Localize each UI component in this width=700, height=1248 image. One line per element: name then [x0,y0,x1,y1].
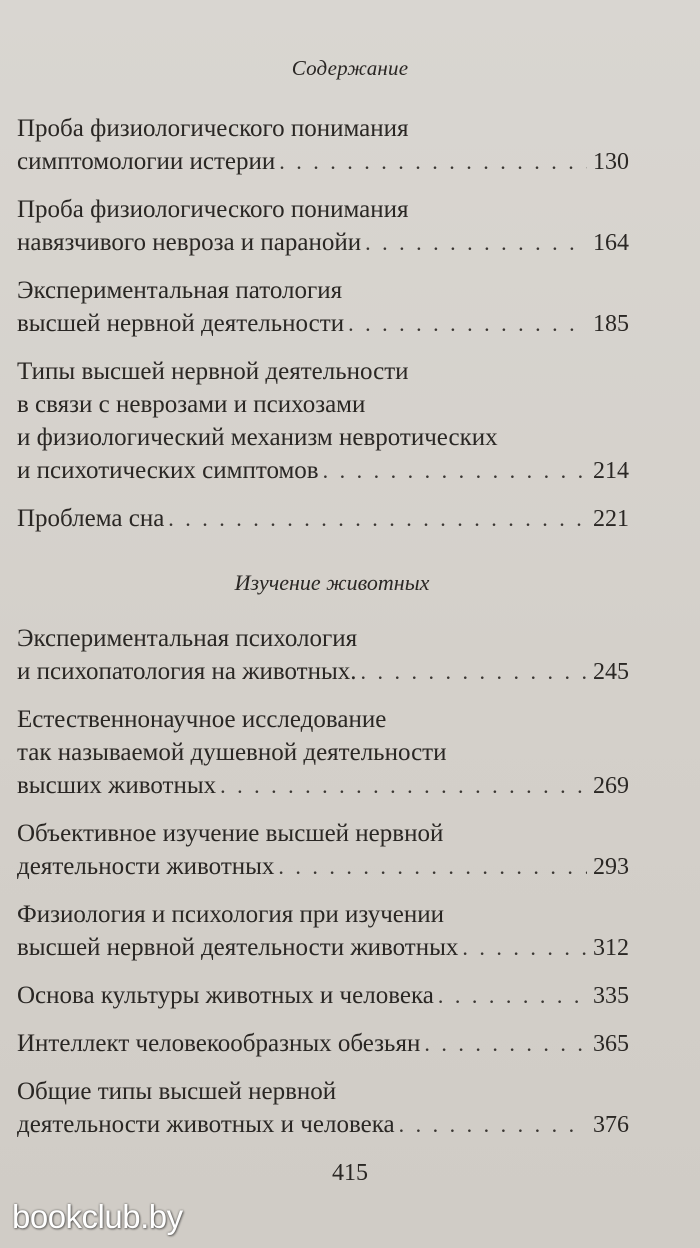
entry-title-line: и физиологический механизм невротических [17,424,498,451]
entry-page-number: 130 [593,149,629,175]
dot-leader [278,850,587,883]
entry-title-line: Проба физиологического понимания [17,115,409,142]
toc-entry [17,979,629,1013]
entry-title-line: высшей нервной деятельности животных [17,934,459,961]
toc-entry [17,817,629,884]
page-number: 415 [332,1160,368,1186]
entry-title-line: Естественнонаучное исследование [17,706,387,733]
entry-title-line: так называемой душевной деятельности [17,739,447,766]
entry-title-line: Физиология и психология при изучении [17,901,445,928]
entry-page-number: 335 [593,983,629,1009]
entry-title-line: Экспериментальная психология [17,625,358,652]
toc-section [17,570,629,1142]
toc-entry [17,112,629,179]
entry-title-line: Интеллект человекообразных обезьян [17,1030,421,1057]
toc-entry [17,1027,629,1061]
toc-entry [17,193,629,260]
entry-title-line: Проба физиологического понимания [17,196,409,223]
toc-entry [17,502,629,536]
running-title: Содержание [291,56,409,80]
dot-leader [462,931,587,964]
dot-leader [220,769,587,802]
toc-entry [17,898,629,965]
watermark: bookclub.by [12,1198,183,1235]
entry-title-line: Экспериментальная патология [17,277,343,304]
entry-page-number: 221 [593,506,629,532]
entry-title-line: Проблема сна [17,505,165,532]
entry-title-line: навязчивого невроза и паранойи [17,229,362,256]
section-heading: Изучение животных [234,570,430,595]
entry-title-line: и психопатология на животных. [17,658,357,685]
toc-entry [17,274,629,341]
entry-title-line: Типы высшей нервной деятельности [17,358,409,385]
entry-title-line: высших животных [17,772,217,799]
entry-title-line: в связи с неврозами и психозами [17,391,366,418]
entry-page-number: 293 [593,854,629,880]
dot-leader [365,226,587,259]
dot-leader [279,145,587,178]
entry-title-line: симптомологии истерии [17,148,276,175]
toc-entry [17,622,629,689]
entry-title-line: Объективное изучение высшей нервной [17,820,444,847]
entry-title-line: Основа культуры животных и человека [17,982,434,1009]
dot-leader [361,655,587,688]
dot-leader [399,1108,587,1141]
entry-page-number: 269 [593,773,629,799]
entry-title-line: деятельности животных и человека [17,1111,395,1138]
toc-entry [17,1075,629,1142]
entry-page-number: 312 [593,935,629,961]
entry-page-number: 245 [593,659,629,685]
dot-leader [168,502,587,535]
toc-entry [17,355,629,488]
entry-title-line: Общие типы высшей нервной [17,1078,337,1105]
entry-title-line: деятельности животных [17,853,275,880]
entry-page-number: 164 [593,230,629,256]
toc-entry [17,703,629,803]
table-of-contents [17,112,629,1156]
dot-leader [438,979,587,1012]
entry-page-number: 214 [593,458,629,484]
entry-page-number: 376 [593,1112,629,1138]
entry-title-line: и психотических симптомов [17,457,319,484]
dot-leader [348,307,587,340]
dot-leader [323,454,587,487]
entry-page-number: 185 [593,311,629,337]
entry-title-line: высшей нервной деятельности [17,310,345,337]
toc-section [17,112,629,536]
entry-page-number: 365 [593,1031,629,1057]
dot-leader [424,1027,587,1060]
